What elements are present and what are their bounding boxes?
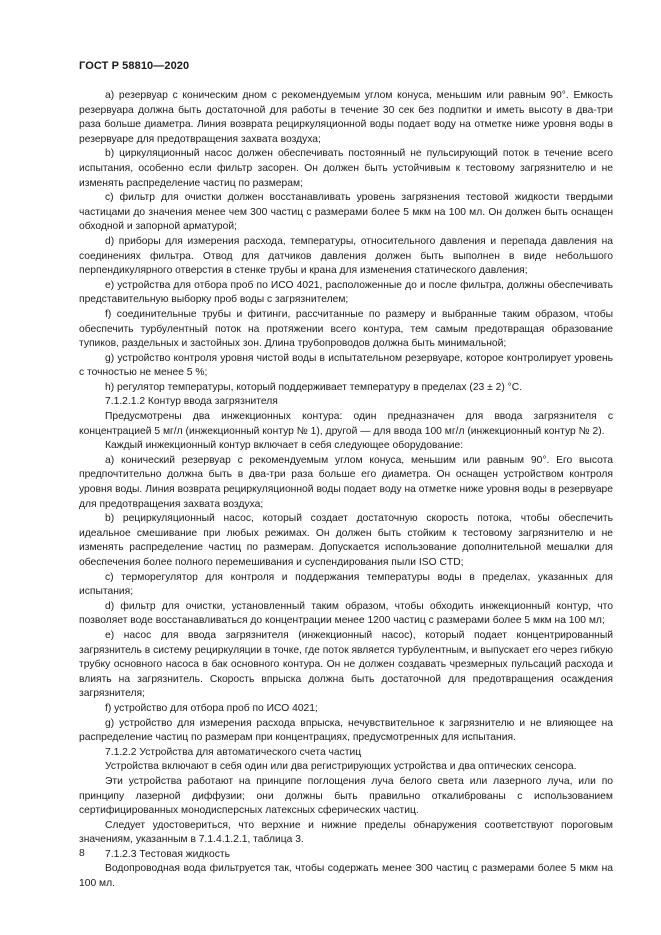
paragraph: g) устройство для измерения расхода впрыска, нечувствительное к загрязнителю и не влияющее на распределение частиц по размерам при концентрациях, предусмотренных для испытания. — [79, 717, 613, 744]
paragraph: c) терморегулятор для контроля и поддержания температуры воды в пределах, указанных для испытания; — [79, 571, 613, 598]
paragraph: f) устройство для отбора проб по ИСО 4021; — [105, 702, 318, 714]
paragraph: f) соединительные трубы и фитинги, рассчитанные по размеру и выбранные таким образом, чтобы обеспечить турбулентный поток на протяжении всего контура, тем самым предотвращая образование тупиков, раздельных и застойных зон. Длина трубопроводов должна быть минимальной; — [79, 308, 613, 350]
document-body — [79, 89, 613, 892]
paragraph: Устройства включают в себя один или два регистрирующих устройства и два оптических сенсора. — [105, 761, 577, 773]
paragraph: Следует удостовериться, что верхние и нижние пределы обнаружения соответствуют пороговым значениям, указанным в 7.1.4.1.2.1, таблица 3. — [79, 819, 613, 846]
document-header: ГОСТ Р 58810—2020 — [79, 60, 190, 72]
paragraph: Предусмотрены два инжекционных контура: один предназначен для ввода загрязнителя с концентрацией 5 мг/л (инжекционный контур № 1), другой — для ввода 100 мг/л (инжекционный контур № 2). — [79, 411, 613, 437]
paragraph: g) устройство контроля уровня чистой воды в испытательном резервуаре, которое контролирует уровень с точностью не менее 5 %; — [79, 352, 613, 379]
section-heading: 7.1.2.3 Тестовая жидкость — [105, 848, 231, 860]
paragraph: b) рециркуляционный насос, который создает достаточную скорость потока, чтобы обеспечить идеальное смешивание при любых режимах. Он должен быть стойким к тестовому загрязнителю и не изменять распределение частиц по размерам. Допускается использование дополнительной мешалки для обеспечения более полного перемешивания и суспендирования пыли ISO CTD; — [79, 513, 613, 568]
paragraph: Водопроводная вода фильтруется так, чтобы содержать менее 300 частиц с размерами более 5 мкм на 100 мл. — [79, 863, 613, 890]
paragraph: а) конический резервуар с рекомендуемым углом конуса, меньшим или равным 90°. Его высота предпочтительно должна быть в два-три раза больше его диаметра. Он оснащен устройством контроля уровня воды. Линия возврата рециркуляционной воды подает воду на отметке ниже уровня воды в резервуаре для предотвращения захвата воздуха; — [79, 454, 613, 510]
section-heading: 7.1.2.1.2 Контур ввода загрязнителя — [105, 396, 278, 408]
section-heading: 7.1.2.2 Устройства для автоматического счета частиц — [105, 746, 362, 758]
paragraph: h) регулятор температуры, который поддерживает температуру в пределах (23 ± 2) °С. — [105, 381, 523, 393]
page-number: 8 — [79, 848, 85, 859]
paragraph: Каждый инжекционный контур включает в себя следующее оборудование: — [105, 440, 464, 452]
paragraph: d) приборы для измерения расхода, температуры, относительного давления и перепада давления на соединениях фильтра. Отвод для датчиков давления должен быть выполнен в виде небольшого перпендикулярного отверстия в стенке трубы и крана для изменения статического давления; — [79, 235, 613, 277]
paragraph: c) фильтр для очистки должен восстанавливать уровень загрязнения тестовой жидкости твердыми частицами до значения менее чем 300 частиц с размерами более 5 мкм на 100 мл. Он должен быть оснащен обходной и запорной арматурой; — [79, 192, 613, 233]
paragraph: b) циркуляционный насос должен обеспечивать постоянный не пульсирующий поток в течение всего испытания, особенно если фильтр засорен. Он должен быть устойчивым к тестовому загрязнителю и не изменять распределение частиц по размерам; — [79, 148, 613, 189]
paragraph: e) устройства для отбора проб по ИСО 4021, расположенные до и после фильтра, должны обеспечивать представительную выборку проб воды с загрязнителем; — [79, 279, 613, 306]
paragraph: Эти устройства работают на принципе поглощения луча белого света или лазерного луча, или по принципу лазерной диффузии; они должны быть правильно откалиброваны с использованием сертифицированных монодисперсных латексных сферических частиц. — [79, 775, 613, 817]
paragraph: а) резервуар с коническим дном с рекомендуемым углом конуса, меньшим или равным 90°. Емкость резервуара должна быть достаточной для работы в течение 30 сек без подпитки и иметь высоту в два-три раза больше диаметра. Линия возврата рециркуляционной воды подает воду на отметке ниже уровня воды в резервуаре для предотвращения захвата воздуха; — [79, 90, 613, 145]
paragraph: d) фильтр для очистки, установленный таким образом, чтобы обходить инжекционный контур, что позволяет воде восстанавливаться до концентрации менее 1200 частиц с размерами более 5 мкм на 100 мл; — [79, 600, 613, 627]
paragraph: e) насос для ввода загрязнителя (инжекционный насос), который подает концентрированный загрязнитель в систему рециркуляции в точке, где поток является турбулентным, и выпускает его через гибкую трубку основного насоса в бак основного контура. Он не должен создавать чрезмерных пульсаций расхода и влиять на загрязнитель. Скорость впрыска должна быть достаточной для предотвращения осаждения загрязнителя; — [79, 629, 613, 700]
